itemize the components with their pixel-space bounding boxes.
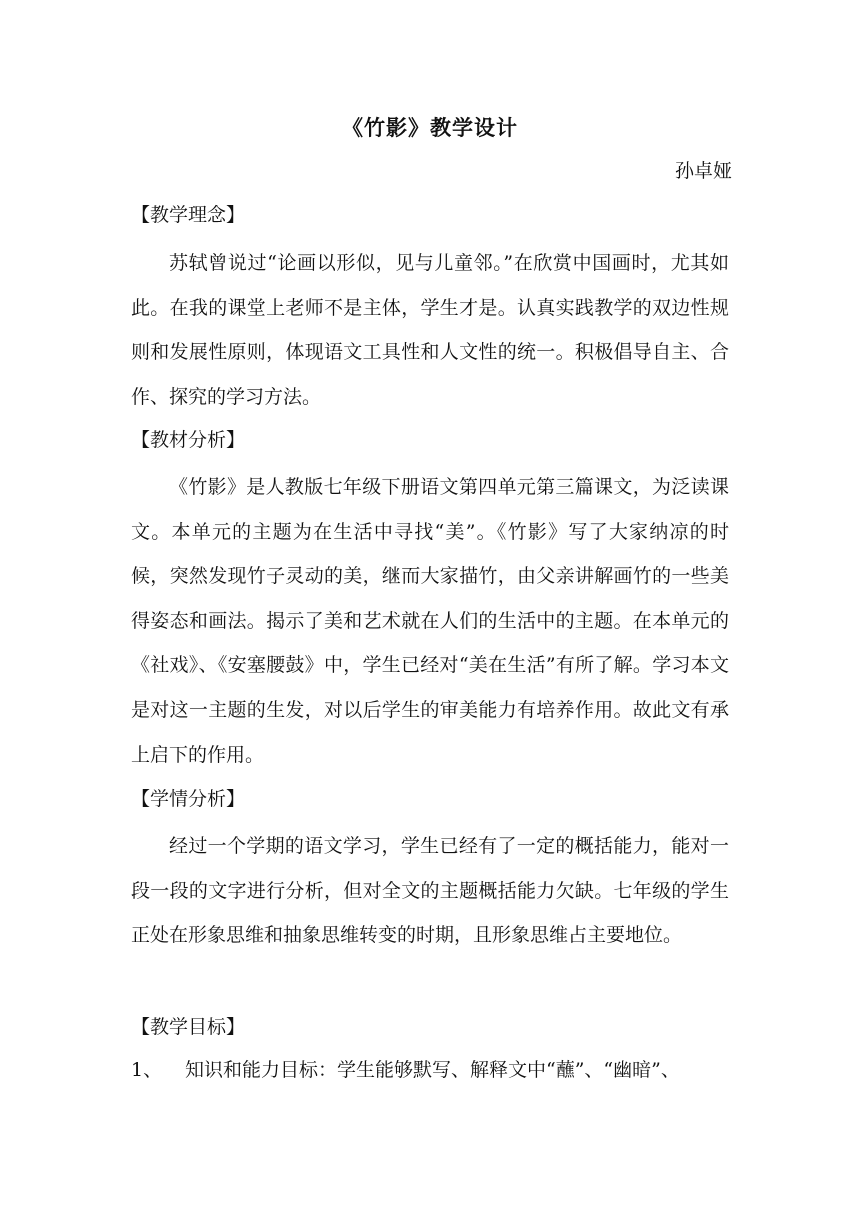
section-heading-textbook-analysis: 【教材分析】 <box>131 429 246 451</box>
section-heading-student-analysis: 【学情分析】 <box>131 788 246 810</box>
goal-item-text: 知识和能力目标：学生能够默写、解释文中“蘸”、“幽暗”、 <box>185 1059 680 1081</box>
goal-item-number: 1、 <box>131 1059 163 1081</box>
goal-list-item <box>131 1055 729 1085</box>
document-title: 《竹影》教学设计 <box>342 115 518 140</box>
document-author: 孙卓娅 <box>674 160 732 182</box>
paragraph-textbook-analysis: 《竹影》是人教版七年级下册语文第四单元第三篇课文，为泛读课文。本单元的主题为在生活中寻找“美”。《竹影》写了大家纳凉的时候，突然发现竹子灵动的美，继而大家描竹，由父亲讲解画竹的一些美得姿态和画法。揭示了美和艺术就在人们的生活中的主题。在本单元的《社戏》、《安塞腰鼓》中，学生已经对“美在生活”有所了解。学习本文是对这一主题的生发，对以后学生的审美能力有培养作用。故此文有承上启下的作用。 <box>131 476 729 766</box>
paragraph-student-analysis: 经过一个学期的语文学习，学生已经有了一定的概括能力，能对一段一段的文字进行分析，但对全文的主题概括能力欠缺。七年级的学生正处在形象思维和抽象思维转变的时期，且形象思维占主要地位。 <box>131 835 729 947</box>
section-heading-teaching-philosophy: 【教学理念】 <box>131 204 246 226</box>
section-heading-teaching-goals: 【教学目标】 <box>131 1016 246 1038</box>
paragraph-teaching-philosophy: 苏轼曾说过“论画以形似，见与儿童邻。”在欣赏中国画时，尤其如此。在我的课堂上老师不是主体，学生才是。认真实践教学的双边性规则和发展性原则，体现语文工具性和人文性的统一。积极倡导自主、合作、探究的学习方法。 <box>131 252 729 408</box>
